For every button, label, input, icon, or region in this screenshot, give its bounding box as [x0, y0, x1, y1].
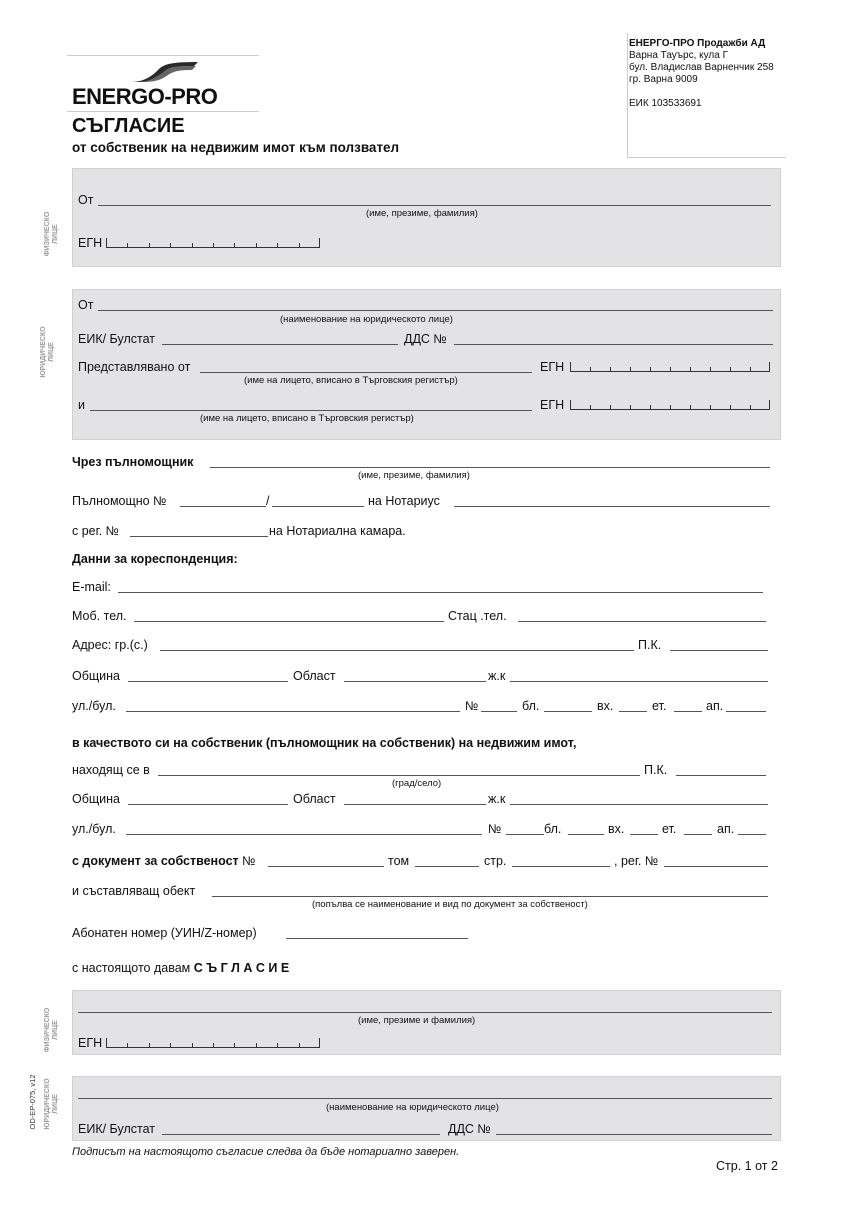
apartment-label: ап.	[706, 699, 724, 713]
register-label: , рег. №	[614, 854, 659, 868]
block-label: бл.	[522, 699, 540, 713]
proxy-label: Чрез пълномощник	[72, 455, 194, 469]
logo-mark-icon	[128, 60, 200, 84]
ownership-document-text: с документ за собственост	[72, 854, 239, 868]
entity-name-field[interactable]	[98, 310, 773, 311]
representative-1-field[interactable]	[200, 372, 532, 373]
entrance-label: вх.	[597, 699, 614, 713]
company-info	[627, 33, 786, 158]
company-address-3: гр. Варна 9009	[629, 74, 698, 85]
ownership-document-no: №	[242, 854, 256, 868]
floor-field[interactable]	[674, 711, 702, 712]
side-label-legal-2: ЮРИДИЧЕСКО ЛИЦЕ	[44, 1078, 59, 1130]
consent-prefix: с настоящото давам	[72, 961, 191, 975]
property-complex-field[interactable]	[510, 804, 768, 805]
page-label: стр.	[484, 854, 507, 868]
property-city-field[interactable]	[158, 775, 640, 776]
property-floor-label: ет.	[662, 822, 677, 836]
region-field[interactable]	[344, 681, 486, 682]
property-municipality-field[interactable]	[128, 804, 288, 805]
proxy-hint: (име, презиме, фамилия)	[358, 470, 470, 481]
side-label-physical-1: ФИЗИЧЕСКО ЛИЦЕ	[44, 211, 59, 257]
block-field[interactable]	[544, 711, 592, 712]
eik-label: ЕИК/ Булстат	[78, 332, 155, 346]
email-label: E-mail:	[72, 580, 111, 594]
company-eik: ЕИК 103533691	[629, 98, 702, 109]
property-postcode-label: П.К.	[644, 763, 668, 777]
egn-label: ЕГН	[78, 236, 103, 250]
notary-label: на Нотариус	[368, 494, 440, 508]
reg-number-field[interactable]	[130, 536, 268, 537]
egn-field[interactable]	[106, 238, 320, 248]
municipality-field[interactable]	[128, 681, 288, 682]
complex-field[interactable]	[510, 681, 768, 682]
consenting-egn-field[interactable]	[106, 1038, 320, 1048]
phone-label: Стац .тел.	[448, 609, 507, 623]
property-postcode-field[interactable]	[676, 775, 766, 776]
municipality-label: Община	[72, 669, 121, 683]
dds-field[interactable]	[454, 344, 773, 345]
property-number-field[interactable]	[506, 834, 544, 835]
address-label: Адрес: гр.(с.)	[72, 638, 148, 652]
page-title: СЪГЛАСИЕ	[72, 115, 185, 137]
page-subtitle: от собственик на недвижим имот към ползвател	[72, 140, 400, 155]
property-block-field[interactable]	[568, 834, 604, 835]
proxy-name-field[interactable]	[210, 467, 770, 468]
located-label: находящ се в	[72, 763, 150, 777]
apartment-field[interactable]	[726, 711, 766, 712]
poa-number-field[interactable]	[180, 506, 266, 507]
consenting-dds-label: ДДС №	[448, 1122, 491, 1136]
property-complex-label: ж.к	[488, 792, 506, 806]
notary-note: Подписът на настоящото съгласие следва да бъде нотариално заверен.	[72, 1146, 460, 1158]
region-label: Област	[293, 669, 336, 683]
consenting-eik-field[interactable]	[162, 1134, 440, 1135]
from-label-legal: От	[78, 298, 94, 312]
logo-text: ENERGO-PRO	[72, 84, 218, 109]
consent-line	[72, 961, 289, 975]
consenting-dds-field[interactable]	[496, 1134, 772, 1135]
rep-1-egn-field[interactable]	[570, 362, 770, 372]
correspondence-heading: Данни за кореспонденция:	[72, 552, 238, 566]
city-field[interactable]	[160, 650, 634, 651]
consenting-entity-field[interactable]	[78, 1098, 772, 1099]
company-name: ЕНЕРГО-ПРО Продажби АД	[629, 38, 766, 49]
entrance-field[interactable]	[619, 711, 647, 712]
page-field[interactable]	[512, 866, 610, 867]
representative-2-field[interactable]	[90, 410, 532, 411]
property-number-label: №	[488, 822, 502, 836]
logo-rule-top	[67, 55, 259, 56]
eik-field[interactable]	[162, 344, 398, 345]
form-code: OD-EP-075, v12	[28, 1074, 37, 1130]
ownership-document-label	[72, 854, 256, 868]
rep-1-hint: (име на лицето, вписано в Търговския регистър)	[244, 375, 458, 386]
email-field[interactable]	[118, 592, 763, 593]
property-street-label: ул./бул.	[72, 822, 116, 836]
logo-rule-bottom	[67, 111, 259, 112]
subscriber-field[interactable]	[286, 938, 468, 939]
object-label: и съставляващ обект	[72, 884, 196, 898]
floor-label: ет.	[652, 699, 667, 713]
property-floor-field[interactable]	[684, 834, 712, 835]
chamber-label: на Нотариална камара.	[269, 524, 406, 538]
entity-name-hint: (наименование на юридическото лице)	[280, 314, 453, 325]
volume-field[interactable]	[415, 866, 479, 867]
city-hint: (град/село)	[392, 778, 442, 789]
property-municipality-label: Община	[72, 792, 121, 806]
rep-2-egn-label: ЕГН	[540, 398, 565, 412]
rep-2-hint: (име на лицето, вписано в Търговския регистър)	[200, 413, 414, 424]
property-street-field[interactable]	[126, 834, 482, 835]
consenting-eik-label: ЕИК/ Булстат	[78, 1122, 155, 1136]
from-label: От	[78, 193, 94, 207]
property-region-label: Област	[293, 792, 336, 806]
side-label-legal-1: ЮРИДИЧЕСКО ЛИЦЕ	[40, 326, 55, 378]
property-entrance-field[interactable]	[630, 834, 658, 835]
street-label: ул./бул.	[72, 699, 116, 713]
complex-label: ж.к	[488, 669, 506, 683]
mobile-label: Моб. тел.	[72, 609, 127, 623]
volume-label: том	[388, 854, 410, 868]
company-address-2: бул. Владислав Варненчик 258	[629, 62, 774, 73]
property-block-label: бл.	[544, 822, 562, 836]
consenting-entity-hint: (наименование на юридическото лице)	[326, 1102, 499, 1113]
name-field[interactable]	[98, 205, 771, 206]
property-apartment-label: ап.	[717, 822, 735, 836]
document-number-field[interactable]	[268, 866, 384, 867]
company-address-1: Варна Тауърс, кула Г	[629, 50, 728, 61]
rep-1-egn-label: ЕГН	[540, 360, 565, 374]
street-field[interactable]	[126, 711, 460, 712]
rep-2-egn-field[interactable]	[570, 400, 770, 410]
consenting-egn-label: ЕГН	[78, 1036, 103, 1050]
mobile-field[interactable]	[134, 621, 444, 622]
postcode-label: П.К.	[638, 638, 662, 652]
number-label: №	[465, 699, 479, 713]
reg-label: с рег. №	[72, 524, 120, 538]
register-text: рег. №	[620, 854, 659, 868]
phone-field[interactable]	[518, 621, 766, 622]
register-field[interactable]	[664, 866, 768, 867]
name-hint: (име, презиме, фамилия)	[366, 208, 478, 219]
subscriber-label: Абонатен номер (УИН/Z-номер)	[72, 926, 257, 940]
postcode-field[interactable]	[670, 650, 768, 651]
consent-word: С Ъ Г Л А С И Е	[193, 961, 290, 975]
poa-date-field[interactable]	[272, 506, 364, 507]
object-field[interactable]	[212, 896, 768, 897]
consenting-name-field[interactable]	[78, 1012, 772, 1013]
and-label: и	[78, 398, 85, 412]
property-apartment-field[interactable]	[738, 834, 766, 835]
dds-label: ДДС №	[404, 332, 447, 346]
consenting-name-hint: (име, презиме и фамилия)	[358, 1015, 476, 1026]
represented-label: Представлявано от	[78, 360, 191, 374]
poa-slash: /	[266, 494, 270, 508]
page-number: Стр. 1 от 2	[716, 1159, 778, 1173]
property-entrance-label: вх.	[608, 822, 625, 836]
poa-label: Пълномощно №	[72, 494, 167, 508]
object-hint: (попълва се наименование и вид по документ за собственост)	[312, 899, 588, 910]
side-label-physical-2: ФИЗИЧЕСКО ЛИЦЕ	[44, 1007, 59, 1053]
number-field[interactable]	[481, 711, 517, 712]
owner-heading: в качеството си на собственик (пълномощник на собственик) на недвижим имот,	[72, 736, 577, 750]
notary-field[interactable]	[454, 506, 770, 507]
property-region-field[interactable]	[344, 804, 486, 805]
